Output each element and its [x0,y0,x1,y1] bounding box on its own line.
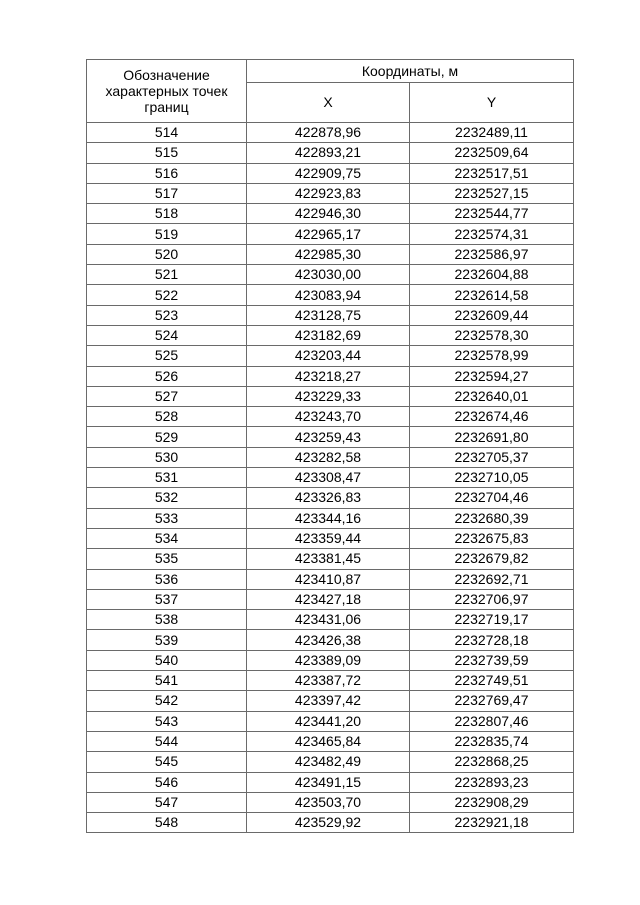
y-coordinate-cell: 2232739,59 [410,650,574,670]
table-row [87,163,574,183]
point-number-cell: 522 [87,285,247,305]
x-coordinate-cell: 423529,92 [247,813,410,833]
table-row [87,549,574,569]
table-row [87,285,574,305]
y-coordinate-cell: 2232921,18 [410,813,574,833]
x-coordinate-cell: 423259,43 [247,427,410,447]
y-coordinate-cell: 2232908,29 [410,792,574,812]
point-number-cell: 517 [87,183,247,203]
x-coordinate-cell: 423441,20 [247,711,410,731]
y-coordinate-cell: 2232517,51 [410,163,574,183]
table-row [87,447,574,467]
table-row [87,123,574,143]
x-coordinate-cell: 422965,17 [247,224,410,244]
table-row [87,224,574,244]
point-number-cell: 534 [87,528,247,548]
table-row [87,650,574,670]
y-coordinate-cell: 2232719,17 [410,610,574,630]
y-coordinate-cell: 2232680,39 [410,508,574,528]
point-number-cell: 535 [87,549,247,569]
point-number-cell: 533 [87,508,247,528]
table-row [87,792,574,812]
y-coordinate-cell: 2232609,44 [410,305,574,325]
point-number-cell: 540 [87,650,247,670]
header-point-label: Обозначение характерных точек границ [87,60,247,123]
x-coordinate-cell: 423182,69 [247,325,410,345]
header-x: X [247,83,410,123]
table-row [87,265,574,285]
y-coordinate-cell: 2232675,83 [410,528,574,548]
table-row [87,528,574,548]
table-row [87,813,574,833]
table-row [87,589,574,609]
table-row [87,305,574,325]
point-number-cell: 539 [87,630,247,650]
point-number-cell: 523 [87,305,247,325]
x-coordinate-cell: 423427,18 [247,589,410,609]
x-coordinate-cell: 422985,30 [247,244,410,264]
y-coordinate-cell: 2232706,97 [410,589,574,609]
y-coordinate-cell: 2232835,74 [410,731,574,751]
y-coordinate-cell: 2232704,46 [410,488,574,508]
table-row [87,630,574,650]
x-coordinate-cell: 423465,84 [247,731,410,751]
point-number-cell: 532 [87,488,247,508]
point-number-cell: 527 [87,386,247,406]
table-row [87,772,574,792]
table-row [87,752,574,772]
point-number-cell: 531 [87,468,247,488]
point-number-cell: 528 [87,407,247,427]
point-number-cell: 537 [87,589,247,609]
table-row [87,325,574,345]
table-row [87,691,574,711]
y-coordinate-cell: 2232893,23 [410,772,574,792]
x-coordinate-cell: 423503,70 [247,792,410,812]
x-coordinate-cell: 423381,45 [247,549,410,569]
x-coordinate-cell: 423128,75 [247,305,410,325]
y-coordinate-cell: 2232674,46 [410,407,574,427]
x-coordinate-cell: 423431,06 [247,610,410,630]
table-row [87,183,574,203]
y-coordinate-cell: 2232614,58 [410,285,574,305]
table-body [87,123,574,833]
x-coordinate-cell: 423030,00 [247,265,410,285]
point-number-cell: 542 [87,691,247,711]
point-number-cell: 521 [87,265,247,285]
point-number-cell: 516 [87,163,247,183]
y-coordinate-cell: 2232509,64 [410,143,574,163]
point-number-cell: 536 [87,569,247,589]
table-row [87,346,574,366]
point-number-cell: 548 [87,813,247,833]
header-y: Y [410,83,574,123]
table-row [87,386,574,406]
point-number-cell: 520 [87,244,247,264]
y-coordinate-cell: 2232679,82 [410,549,574,569]
x-coordinate-cell: 423282,58 [247,447,410,467]
table-row [87,610,574,630]
x-coordinate-cell: 423229,33 [247,386,410,406]
x-coordinate-cell: 423482,49 [247,752,410,772]
y-coordinate-cell: 2232527,15 [410,183,574,203]
y-coordinate-cell: 2232769,47 [410,691,574,711]
x-coordinate-cell: 423203,44 [247,346,410,366]
table-row [87,468,574,488]
x-coordinate-cell: 422946,30 [247,204,410,224]
x-coordinate-cell: 423308,47 [247,468,410,488]
header-coordinates-group: Координаты, м [247,60,574,83]
y-coordinate-cell: 2232594,27 [410,366,574,386]
x-coordinate-cell: 423326,83 [247,488,410,508]
table-row [87,427,574,447]
x-coordinate-cell: 423359,44 [247,528,410,548]
point-number-cell: 524 [87,325,247,345]
y-coordinate-cell: 2232574,31 [410,224,574,244]
y-coordinate-cell: 2232710,05 [410,468,574,488]
x-coordinate-cell: 423083,94 [247,285,410,305]
point-number-cell: 538 [87,610,247,630]
y-coordinate-cell: 2232807,46 [410,711,574,731]
point-number-cell: 547 [87,792,247,812]
x-coordinate-cell: 422909,75 [247,163,410,183]
x-coordinate-cell: 422893,21 [247,143,410,163]
y-coordinate-cell: 2232586,97 [410,244,574,264]
point-number-cell: 515 [87,143,247,163]
table-row [87,488,574,508]
point-number-cell: 518 [87,204,247,224]
y-coordinate-cell: 2232691,80 [410,427,574,447]
x-coordinate-cell: 422878,96 [247,123,410,143]
point-number-cell: 546 [87,772,247,792]
point-number-cell: 543 [87,711,247,731]
point-number-cell: 525 [87,346,247,366]
point-number-cell: 530 [87,447,247,467]
y-coordinate-cell: 2232692,71 [410,569,574,589]
table-row [87,508,574,528]
y-coordinate-cell: 2232544,77 [410,204,574,224]
point-number-cell: 541 [87,671,247,691]
table-row [87,731,574,751]
table-row [87,366,574,386]
table-row [87,244,574,264]
coordinates-table [86,59,574,833]
x-coordinate-cell: 423344,16 [247,508,410,528]
table-row [87,711,574,731]
table-row [87,143,574,163]
x-coordinate-cell: 422923,83 [247,183,410,203]
point-number-cell: 514 [87,123,247,143]
y-coordinate-cell: 2232578,30 [410,325,574,345]
point-number-cell: 545 [87,752,247,772]
x-coordinate-cell: 423426,38 [247,630,410,650]
point-number-cell: 544 [87,731,247,751]
table-row [87,671,574,691]
x-coordinate-cell: 423491,15 [247,772,410,792]
y-coordinate-cell: 2232705,37 [410,447,574,467]
y-coordinate-cell: 2232578,99 [410,346,574,366]
point-number-cell: 526 [87,366,247,386]
x-coordinate-cell: 423397,42 [247,691,410,711]
y-coordinate-cell: 2232868,25 [410,752,574,772]
table-row [87,569,574,589]
table-row [87,407,574,427]
y-coordinate-cell: 2232489,11 [410,123,574,143]
y-coordinate-cell: 2232640,01 [410,386,574,406]
x-coordinate-cell: 423218,27 [247,366,410,386]
y-coordinate-cell: 2232728,18 [410,630,574,650]
x-coordinate-cell: 423243,70 [247,407,410,427]
point-number-cell: 519 [87,224,247,244]
x-coordinate-cell: 423410,87 [247,569,410,589]
x-coordinate-cell: 423389,09 [247,650,410,670]
table-row [87,204,574,224]
point-number-cell: 529 [87,427,247,447]
y-coordinate-cell: 2232749,51 [410,671,574,691]
x-coordinate-cell: 423387,72 [247,671,410,691]
y-coordinate-cell: 2232604,88 [410,265,574,285]
